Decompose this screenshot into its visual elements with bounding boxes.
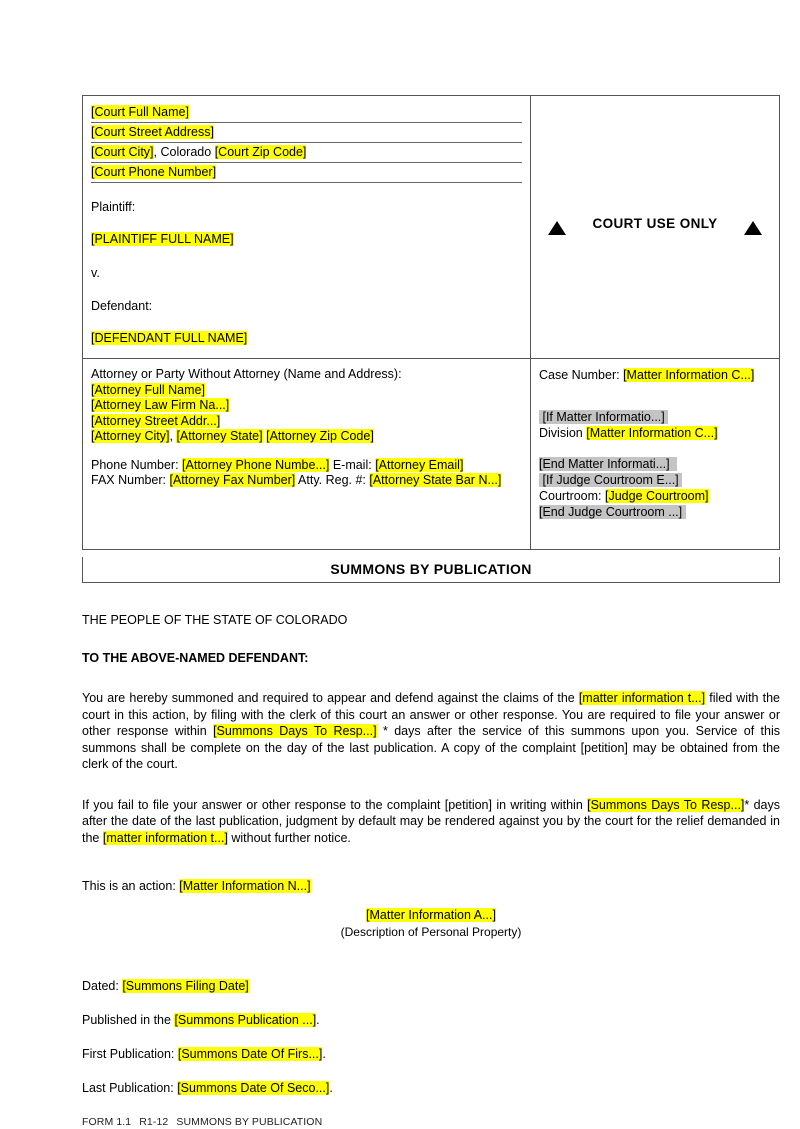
court-street-address-field[interactable]: [Court Street Address]	[91, 125, 214, 139]
last-publication-label: Last Publication:	[82, 1081, 178, 1095]
attorney-state-field[interactable]: [Attorney State]	[176, 429, 263, 443]
attorney-street-address-field[interactable]: [Attorney Street Addr...]	[91, 413, 221, 428]
court-use-only-block	[531, 216, 779, 231]
caption-row-attorney	[83, 359, 779, 549]
case-number-line[interactable]	[539, 367, 771, 383]
para2-matter-information-field[interactable]: [matter information t...]	[102, 830, 228, 845]
dated-line[interactable]	[82, 978, 780, 994]
court-use-only-cell	[531, 96, 779, 358]
last-publication-date-field[interactable]: [Summons Date Of Seco...]	[177, 1081, 330, 1095]
para1-part1: You are hereby summoned and required to appear and defend against the claims of the	[82, 691, 579, 705]
property-description-caption: (Description of Personal Property)	[340, 925, 522, 939]
attorney-city-field[interactable]: [Attorney City]	[91, 429, 170, 443]
case-number-field[interactable]: [Matter Information C...]	[623, 368, 755, 382]
first-publication-label: First Publication:	[82, 1047, 178, 1061]
court-city-separator: ,	[153, 145, 161, 159]
if-judge-condition-line	[539, 472, 771, 488]
para1-part2: filed with the court in this action, by filing with the clerk of this court an answer or other response. You are required to file your answer or other response within	[82, 691, 780, 738]
court-phone-field[interactable]: [Court Phone Number]	[91, 165, 217, 179]
division-field[interactable]: [Matter Information C...]	[586, 426, 718, 440]
attorney-spacer	[91, 445, 522, 458]
para2-part2: * days after the date of the last publication, judgment by default may be rendered against you by the court for the relief demanded in the	[82, 797, 780, 845]
action-label: This is an action:	[82, 879, 180, 893]
courtroom-label: Courtroom:	[539, 489, 605, 503]
attorney-city-state-zip-line[interactable]	[91, 429, 522, 445]
case-information-cell	[531, 359, 779, 549]
division-label: Division	[539, 426, 587, 440]
attorney-street-address-line[interactable]	[91, 414, 522, 430]
para2-part1: If you fail to file your answer or other response to the complaint [petition] in writing within	[82, 797, 588, 812]
para2-part3: without further notice.	[227, 830, 351, 845]
court-city-field[interactable]: [Court City]	[91, 145, 154, 159]
caption-table	[82, 95, 780, 550]
attorney-fax-field[interactable]: [Attorney Fax Number]	[169, 473, 296, 487]
attorney-reg-label: Atty. Reg. #:	[295, 473, 370, 487]
attorney-law-firm-field[interactable]: [Attorney Law Firm Na...]	[91, 398, 230, 412]
document-body	[82, 608, 780, 1129]
versus-label: v.	[91, 266, 100, 280]
publication-name-field[interactable]: [Summons Publication ...]	[174, 1013, 317, 1027]
court-identification-cell	[83, 96, 531, 358]
action-nature-field[interactable]: [Matter Information N...]	[179, 879, 311, 893]
first-publication-suffix: .	[322, 1047, 326, 1061]
defendant-name-line[interactable]	[91, 330, 522, 347]
summons-paragraph-1	[82, 690, 780, 773]
attorney-full-name-line[interactable]	[91, 383, 522, 399]
property-description-field[interactable]: [Matter Information A...]	[366, 908, 496, 922]
first-publication-date-field[interactable]: [Summons Date Of Firs...]	[177, 1047, 323, 1061]
dated-label: Dated:	[82, 979, 123, 993]
courtroom-field[interactable]: [Judge Courtroom]	[605, 489, 709, 503]
attorney-city-separator: ,	[169, 429, 177, 443]
para1-matter-information-field[interactable]: [matter information t...]	[578, 691, 706, 705]
summons-paragraph-2	[82, 797, 780, 847]
end-judge-condition-tag: [End Judge Courtroom ...]	[539, 505, 683, 519]
para1-part3: * days after the service of this summons upon you. Service of this summons shall be complete on the day of the last publication. A copy of the complaint [petition] may be obtained from the clerk of the court.	[82, 724, 781, 771]
published-suffix: .	[316, 1013, 320, 1027]
plaintiff-name-line[interactable]	[91, 231, 522, 248]
to-above-named-defendant-heading: TO THE ABOVE-NAMED DEFENDANT:	[82, 651, 309, 665]
if-matter-condition-text: [If Matter Informatio...]	[542, 410, 665, 424]
para2-days-to-respond-field[interactable]: [Summons Days To Resp...]	[587, 797, 745, 812]
attorney-phone-label: Phone Number:	[91, 457, 183, 472]
attorney-reg-field[interactable]: [Attorney State Bar N...]	[369, 473, 502, 487]
if-matter-condition-line	[539, 409, 771, 425]
plaintiff-name-field[interactable]: [PLAINTIFF FULL NAME]	[91, 232, 234, 246]
document-title: SUMMONS BY PUBLICATION	[82, 557, 780, 583]
end-judge-condition-pad	[682, 505, 685, 519]
case-spacer-2	[539, 441, 771, 456]
court-phone-line[interactable]	[91, 164, 522, 183]
triangle-up-icon-right	[744, 221, 762, 235]
end-matter-condition-line	[539, 456, 771, 472]
division-line[interactable]	[539, 425, 771, 441]
caption-row-court	[83, 96, 779, 359]
this-is-an-action-line[interactable]	[82, 878, 780, 894]
end-matter-condition-tag: [End Matter Informati...]	[539, 457, 670, 471]
para1-days-to-respond-field[interactable]: [Summons Days To Resp...]	[213, 724, 377, 738]
filing-date-field[interactable]: [Summons Filing Date]	[122, 979, 249, 993]
first-publication-line[interactable]	[82, 1046, 780, 1062]
if-matter-condition-tag	[539, 410, 668, 424]
court-zip-field[interactable]: [Court Zip Code]	[214, 145, 307, 159]
attorney-fax-label: FAX Number:	[91, 473, 170, 487]
attorney-full-name-field[interactable]: [Attorney Full Name]	[91, 382, 205, 397]
end-judge-condition-line	[539, 504, 771, 520]
footer-form-title: SUMMONS BY PUBLICATION	[176, 1116, 323, 1128]
court-state-label: Colorado	[160, 145, 212, 159]
attorney-phone-field[interactable]: [Attorney Phone Numbe...]	[182, 457, 330, 472]
if-judge-condition-text: [If Judge Courtroom E...]	[542, 473, 679, 487]
page-footer	[82, 1115, 780, 1129]
attorney-phone-email-line[interactable]	[91, 458, 522, 474]
court-street-address-line[interactable]	[91, 124, 522, 143]
attorney-cell	[83, 359, 531, 549]
footer-form-number: FORM 1.1	[82, 1116, 132, 1128]
attorney-zip-field[interactable]: [Attorney Zip Code]	[266, 429, 374, 443]
defendant-name-field[interactable]: [DEFENDANT FULL NAME]	[91, 331, 248, 345]
attorney-fax-reg-line[interactable]	[91, 473, 522, 489]
published-in-line[interactable]	[82, 1012, 780, 1028]
defendant-label: Defendant:	[91, 299, 153, 313]
court-full-name-line[interactable]	[91, 104, 522, 123]
court-city-state-zip-line[interactable]	[91, 144, 522, 163]
published-label: Published in the	[82, 1013, 175, 1027]
end-matter-condition-pad	[670, 457, 677, 471]
court-use-only-label: COURT USE ONLY	[592, 216, 718, 231]
attorney-email-field[interactable]: [Attorney Email]	[375, 457, 464, 472]
case-spacer-1	[539, 383, 771, 409]
case-number-label: Case Number:	[539, 368, 624, 382]
courtroom-line[interactable]	[539, 488, 771, 504]
last-publication-suffix: .	[329, 1081, 333, 1095]
people-of-state-line: THE PEOPLE OF THE STATE OF COLORADO	[82, 613, 348, 627]
attorney-law-firm-line[interactable]	[91, 398, 522, 414]
last-publication-line[interactable]	[82, 1080, 780, 1096]
attorney-heading: Attorney or Party Without Attorney (Name and Address):	[91, 367, 402, 381]
property-description-line[interactable]	[82, 907, 780, 923]
court-full-name-field[interactable]: [Court Full Name]	[91, 105, 189, 119]
if-judge-condition-tag	[539, 473, 682, 487]
attorney-email-label: E-mail:	[329, 457, 376, 472]
footer-revision: R1-12	[139, 1116, 169, 1128]
plaintiff-label: Plaintiff:	[91, 200, 136, 214]
triangle-up-icon-left	[548, 221, 566, 235]
